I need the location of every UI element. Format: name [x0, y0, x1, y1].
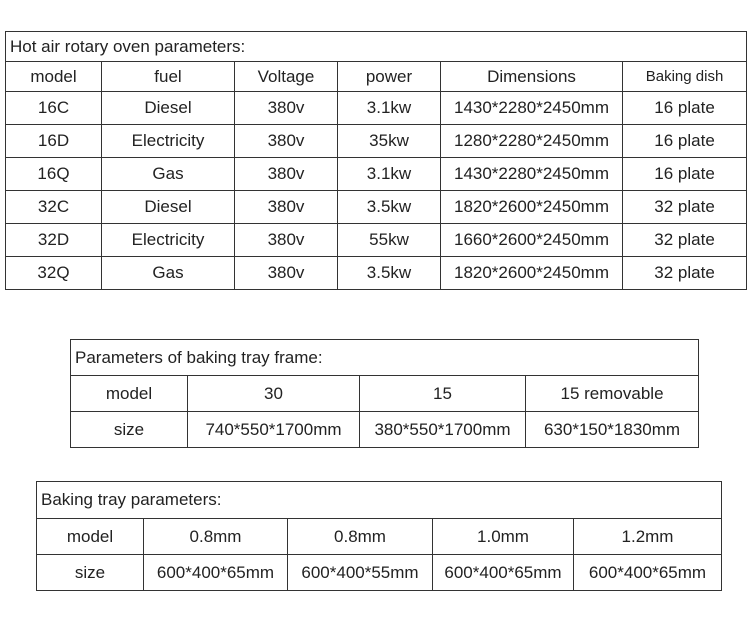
table-cell: 16Q: [6, 158, 102, 191]
table-cell: 16 plate: [623, 158, 747, 191]
table-row: [71, 412, 699, 448]
table-cell: 630*150*1830mm: [526, 412, 699, 448]
table-row: [6, 125, 747, 158]
table-header-row: [6, 62, 747, 92]
table-cell: size: [37, 555, 144, 591]
table-cell: Gas: [102, 158, 235, 191]
tray-table-title: Baking tray parameters:: [37, 482, 722, 519]
oven-table-title: Hot air rotary oven parameters:: [6, 32, 747, 62]
table-cell: Diesel: [102, 191, 235, 224]
table-cell: 1430*2280*2450mm: [441, 92, 623, 125]
table-cell: 740*550*1700mm: [188, 412, 360, 448]
header-cell: Voltage: [235, 62, 338, 92]
table-cell: 16 plate: [623, 125, 747, 158]
table-cell: 16C: [6, 92, 102, 125]
table-cell: 55kw: [338, 224, 441, 257]
table-cell: 1430*2280*2450mm: [441, 158, 623, 191]
table-cell: Gas: [102, 257, 235, 290]
header-cell: power: [338, 62, 441, 92]
table-cell: 32 plate: [623, 191, 747, 224]
table-cell: 380v: [235, 191, 338, 224]
table-cell: 3.5kw: [338, 191, 441, 224]
table-cell: 1.0mm: [433, 519, 574, 555]
table-cell: 0.8mm: [288, 519, 433, 555]
table-cell: 3.5kw: [338, 257, 441, 290]
oven-parameters-table: [5, 31, 747, 290]
header-cell: model: [6, 62, 102, 92]
table-row: [6, 191, 747, 224]
table-cell: 35kw: [338, 125, 441, 158]
table-cell: 380v: [235, 158, 338, 191]
table-cell: 380v: [235, 257, 338, 290]
table-cell: 32Q: [6, 257, 102, 290]
table-cell: model: [71, 376, 188, 412]
header-cell: fuel: [102, 62, 235, 92]
table-cell: 1820*2600*2450mm: [441, 191, 623, 224]
table-cell: 0.8mm: [144, 519, 288, 555]
table-row: [6, 158, 747, 191]
table-cell: Electricity: [102, 125, 235, 158]
table-cell: 1660*2600*2450mm: [441, 224, 623, 257]
table-cell: 380v: [235, 224, 338, 257]
table-cell: 600*400*65mm: [144, 555, 288, 591]
table-cell: 32D: [6, 224, 102, 257]
table-cell: 32 plate: [623, 224, 747, 257]
header-cell: Baking dish: [623, 62, 747, 92]
table-cell: model: [37, 519, 144, 555]
table-cell: 3.1kw: [338, 158, 441, 191]
table-cell: 16 plate: [623, 92, 747, 125]
table-cell: 1820*2600*2450mm: [441, 257, 623, 290]
table-cell: 3.1kw: [338, 92, 441, 125]
table-cell: 380v: [235, 125, 338, 158]
table-cell: 32C: [6, 191, 102, 224]
table-cell: 15: [360, 376, 526, 412]
table-cell: 600*400*65mm: [433, 555, 574, 591]
frame-table-title: Parameters of baking tray frame:: [71, 340, 699, 376]
table-row: [37, 519, 722, 555]
table-cell: 1.2mm: [574, 519, 722, 555]
table-row: [6, 224, 747, 257]
table-row: [71, 376, 699, 412]
table-cell: 600*400*55mm: [288, 555, 433, 591]
table-cell: 380v: [235, 92, 338, 125]
table-cell: 16D: [6, 125, 102, 158]
table-cell: 15 removable: [526, 376, 699, 412]
table-cell: 600*400*65mm: [574, 555, 722, 591]
table-cell: size: [71, 412, 188, 448]
table-cell: 1280*2280*2450mm: [441, 125, 623, 158]
table-row: [6, 92, 747, 125]
table-cell: 380*550*1700mm: [360, 412, 526, 448]
baking-tray-table: [36, 481, 722, 591]
table-cell: Electricity: [102, 224, 235, 257]
table-cell: 32 plate: [623, 257, 747, 290]
header-cell: Dimensions: [441, 62, 623, 92]
table-cell: 30: [188, 376, 360, 412]
table-cell: Diesel: [102, 92, 235, 125]
table-row: [6, 257, 747, 290]
tray-frame-table: [70, 339, 699, 448]
table-row: [37, 555, 722, 591]
